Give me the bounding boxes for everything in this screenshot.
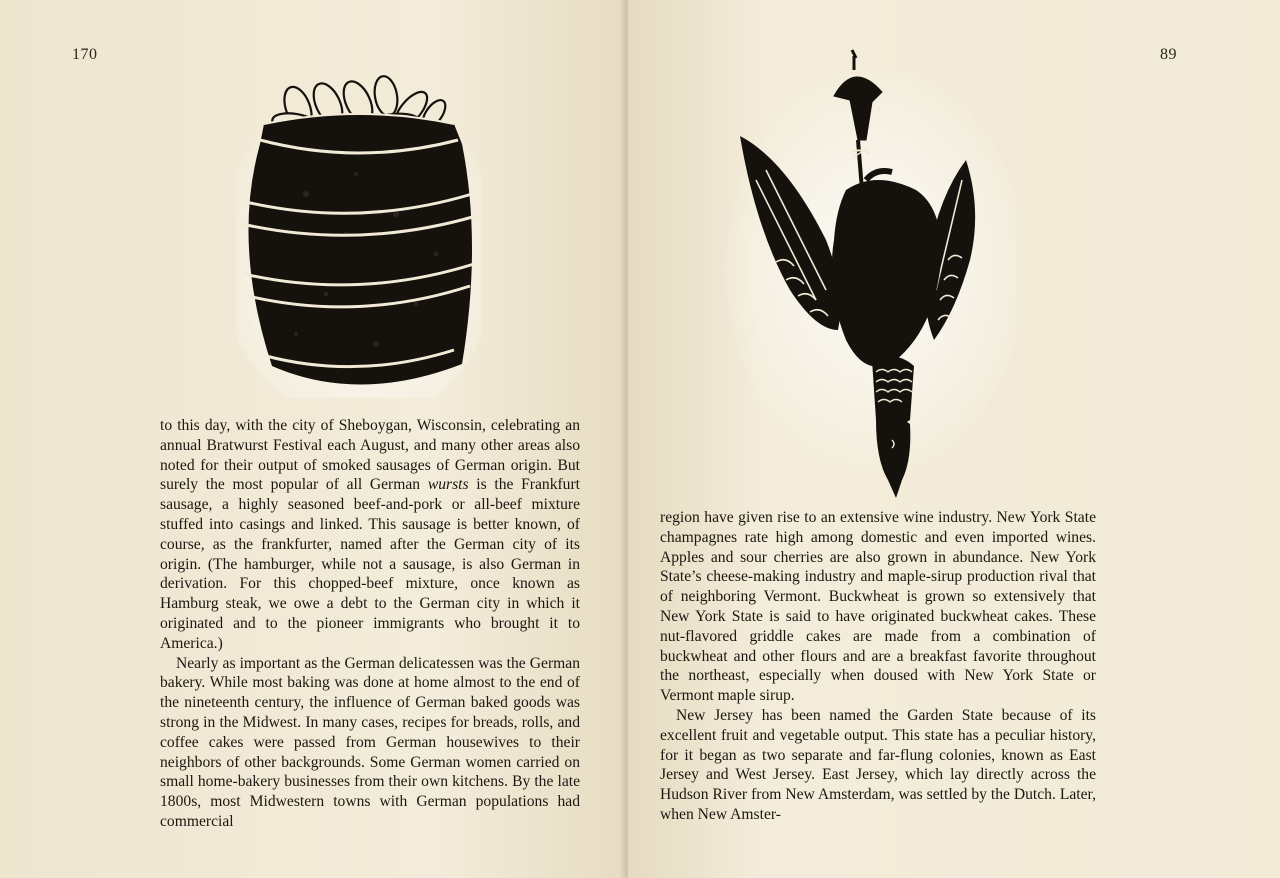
text-run: region have given rise to an extensive wine industry. New York State champagnes rate high among domestic and even imported wines. Apples and sour cherries are also grown in abundance. New York State’s cheese-making industry and maple-sirup production rival that of neighboring Vermont. Buckwheat is grown so extensively that New York State is said to have originated buckwheat cakes. These nut-flavored griddle cakes are made from a combination of buckwheat and other flours and are a breakfast favorite throughout the northeast, especially when doused with New York State or Vermont maple sirup. [660,509,1096,705]
text-run: to this day, with the city of Sheboygan, Wisconsin, celebrating an annual Bratwurst Festival each August, and many other areas also noted for their output of smoked sausages of German origin. But surely the most popular of all German [160,417,580,494]
right-page [628,0,1280,878]
left-page [0,0,626,878]
text-run: New Jersey has been named the Garden State because of its excellent fruit and vegetable output. This state has a peculiar history, for it began as two separate and far-flung colonies, known as East Jersey and West Jersey. East Jersey, which lay directly across the Hudson River from New Amsterdam, was settled by the Dutch. Later, when New Amster- [660,706,1096,823]
hanging-duck-illustration [726,40,1016,500]
page-number: 89 [1160,46,1177,63]
left-page-body [160,416,580,832]
paragraph-1 [660,508,1096,706]
pickle-barrel-illustration [236,74,482,398]
right-page-body [660,508,1096,825]
paragraph-2 [160,654,580,832]
text-run: is the Frankfurt sausage, a highly seasoned beef-and-pork or all-beef mixture stuffed into casings and linked. This sausage is better known, of course, as the frankfurter, named after the German city of its origin. (The hamburger, while not a sausage, is also German in derivation. For this chopped-beef mixture, once known as Hamburg steak, we owe a debt to the German city in which it originated and to the pioneer immigrants who brought it to America.) [160,476,580,652]
text-run: Nearly as important as the German delicatessen was the German bakery. While most baking was done at home almost to the end of the nineteenth century, the influence of German baked goods was strong in the Midwest. In many cases, recipes for breads, rolls, and coffee cakes were passed from German housewives to their neighbors of other backgrounds. Some German women carried on small home-bakery businesses from their own kitchens. By the late 1800s, most Midwestern towns with German populations had commercial [160,654,580,830]
page-number: 170 [72,46,98,63]
italic-term: wursts [427,476,469,494]
paragraph-1 [160,416,580,654]
paragraph-2 [660,706,1096,825]
